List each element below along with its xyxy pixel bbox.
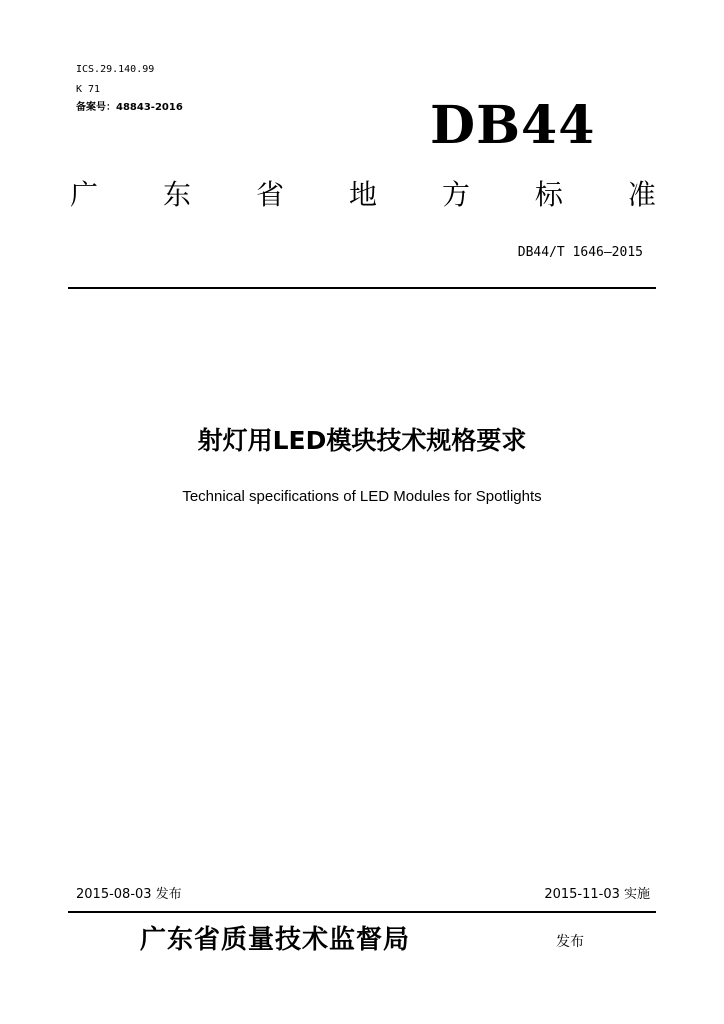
category-char: 地 bbox=[348, 178, 377, 211]
issuing-authority: 广东省质量技术监督局 bbox=[140, 925, 411, 955]
ccs-code: K 71 bbox=[76, 84, 101, 95]
top-divider bbox=[68, 287, 656, 289]
bottom-divider bbox=[68, 911, 656, 913]
implement-date: 2015-11-03 实施 bbox=[544, 887, 650, 902]
category-char: 广 bbox=[70, 178, 99, 211]
publish-date: 2015-08-03 发布 bbox=[76, 887, 182, 902]
category-char: 东 bbox=[162, 178, 191, 211]
category-char: 准 bbox=[627, 178, 656, 211]
ics-code: ICS.29.140.99 bbox=[76, 64, 155, 75]
standard-category-title bbox=[70, 175, 656, 215]
issued-label: 发布 bbox=[556, 934, 584, 950]
document-title-chinese: 射灯用LED模块技术规格要求 bbox=[197, 426, 527, 455]
standard-code-logo: DB44 bbox=[430, 95, 596, 156]
standard-number: DB44/T 1646—2015 bbox=[517, 245, 643, 260]
document-title-english: Technical specifications of LED Modules for Spotlights bbox=[182, 488, 542, 505]
category-char: 省 bbox=[255, 178, 284, 211]
filing-number: 备案号：48843-2016 bbox=[76, 102, 183, 113]
category-char: 标 bbox=[534, 178, 563, 211]
category-char: 方 bbox=[441, 178, 470, 211]
